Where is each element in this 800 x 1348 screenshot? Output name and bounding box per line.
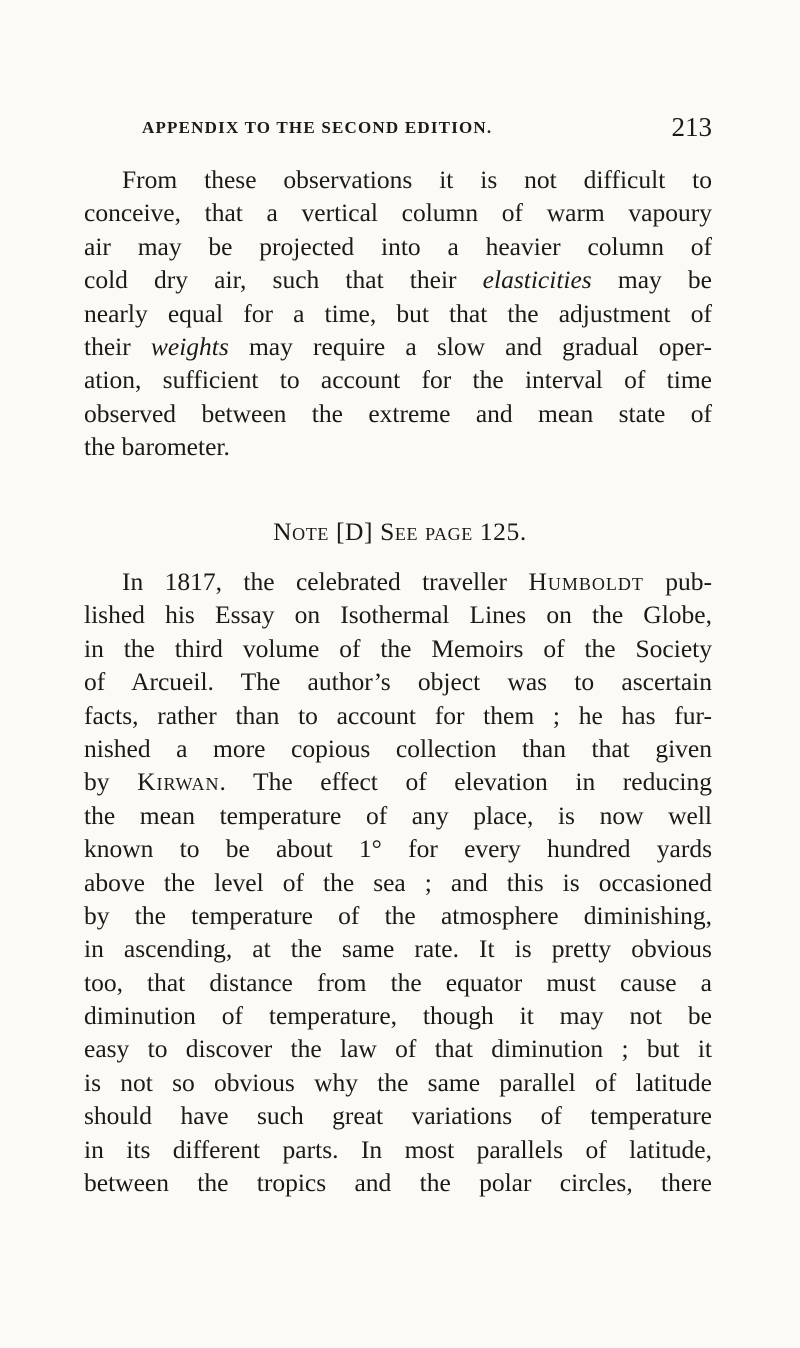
- text-line: nished a more copious collection than that given: [84, 733, 712, 763]
- text-line: diminution of temperature, though it may not be: [84, 1001, 712, 1031]
- text-line: [84, 263, 712, 296]
- text-line: the barometer.: [84, 432, 230, 462]
- text-line: in ascending, at the same rate. It is pretty obvious: [84, 934, 712, 964]
- text-line: air may be projected into a heavier column of: [84, 231, 712, 261]
- text-line: above the level of the sea ; and this is occasioned: [84, 867, 712, 897]
- text-line: [84, 565, 712, 598]
- italic-weights: weights: [150, 331, 229, 361]
- text-line: of Arcueil. The author’s object was to ascertain: [84, 667, 712, 697]
- italic-elasticities: elasticities: [482, 265, 592, 295]
- text-fragment: their: [84, 331, 151, 361]
- text-fragment: In 1817, the celebrated traveller: [122, 567, 529, 596]
- text-line: facts, rather than to account for them ; he has fur-: [84, 700, 712, 730]
- text-fragment: by: [84, 767, 138, 797]
- page-header: [142, 112, 712, 144]
- text-line: conceive, that a vertical column of warm vapoury: [84, 198, 712, 228]
- text-line: the mean temperature of any place, is now well: [84, 800, 712, 830]
- text-line: [84, 330, 712, 363]
- page-number: 213: [671, 112, 712, 142]
- text-line: observed between the extreme and mean state of: [84, 398, 712, 428]
- note-heading: Note [D] See page 125.: [273, 517, 527, 546]
- name-kirwan: Kirwan: [137, 767, 220, 797]
- text-line: lished his Essay on Isothermal Lines on the Globe,: [84, 600, 712, 630]
- text-line: [84, 765, 712, 798]
- text-line: ation, sufficient to account for the interval of time: [84, 365, 712, 395]
- text-line: in the third volume of the Memoirs of the Society: [84, 633, 712, 663]
- text-line: between the tropics and the polar circles, there: [84, 1168, 712, 1198]
- text-line: known to be about 1° for every hundred yards: [84, 834, 712, 864]
- running-head: APPENDIX TO THE SECOND EDITION.: [142, 118, 493, 137]
- text-line: From these observations it is not difficult to: [122, 165, 712, 194]
- name-humboldt: Humboldt: [528, 567, 644, 596]
- paragraph-humboldt: [84, 565, 712, 1199]
- text-line: by the temperature of the atmosphere diminishing,: [84, 900, 712, 930]
- paragraph-observations: [84, 163, 712, 464]
- text-fragment: . The effect of elevation in reducing: [219, 767, 713, 797]
- text-fragment: cold dry air, such that their: [84, 265, 483, 295]
- text-line: should have such great variations of temperature: [84, 1101, 712, 1131]
- text-line: nearly equal for a time, but that the adjustment of: [84, 298, 712, 328]
- text-fragment: may be: [591, 265, 712, 295]
- text-line: is not so obvious why the same parallel of latitude: [84, 1067, 712, 1097]
- text-line: in its different parts. In most parallels of latitude,: [84, 1134, 712, 1164]
- text-fragment: pub-: [643, 567, 712, 596]
- text-fragment: may require a slow and gradual oper-: [228, 331, 713, 361]
- text-line: easy to discover the law of that diminution ; but it: [84, 1034, 712, 1064]
- text-line: too, that distance from the equator must cause a: [84, 967, 712, 997]
